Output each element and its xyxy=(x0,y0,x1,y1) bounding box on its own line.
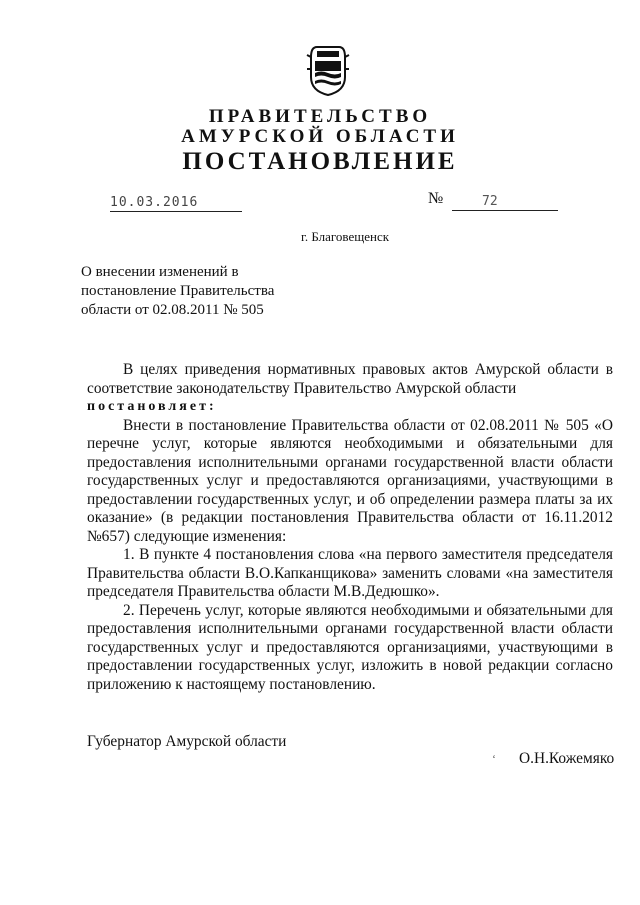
subject-line: постановление Правительства xyxy=(81,283,275,299)
preamble-paragraph: В целях приведения нормативных правовых актов Амурской области в соответствие законодательству Правительство Амурской области xyxy=(87,361,613,397)
signature-mark: ʻ xyxy=(492,752,496,766)
main-paragraph: Внести в постановление Правительства области от 02.08.2011 № 505 «О перечне услуг, которые являются необходимыми и обязательными для предоставления исполнительными органами государственной власти области государственных услуг и предоставляются организациями, участвующими в предоставлении государственных услуг, и об определении размера платы за их оказание» (в редакции постановления Правительства области от 16.11.2012 №657) следующие изменения: xyxy=(87,416,613,545)
item-1-paragraph: 1. В пункте 4 постановления слова «на первого заместителя председателя Правительства области В.О.Капканщикова» заменить словами «на заместителя председателя Правительства области М.В.Дедюшко». xyxy=(87,546,613,600)
resolves-word xyxy=(87,398,613,417)
org-name-line1: ПРАВИТЕЛЬСТВО xyxy=(208,106,432,127)
document-type: ПОСТАНОВЛЕНИЕ xyxy=(182,148,458,175)
document-number: 72 xyxy=(452,194,558,211)
document-date: 10.03.2016 xyxy=(110,195,242,212)
coat-of-arms-emblem xyxy=(305,43,351,97)
item-2-paragraph: 2. Перечень услуг, которые являются необходимыми и обязательными для предоставления исполнительными органами государственной власти области государственных услуг и предоставляются организациями, участвующими в предоставлении государственных услуг, изложить в новой редакции согласно приложению к настоящему постановлению. xyxy=(87,601,613,693)
org-name-line2: АМУРСКОЙ ОБЛАСТИ xyxy=(181,126,459,147)
subject-line: О внесении изменений в xyxy=(81,264,239,280)
number-label: № xyxy=(428,190,444,207)
city: г. Благовещенск xyxy=(300,229,390,244)
signatory-name: О.Н.Кожемяко xyxy=(519,750,615,767)
document-subject xyxy=(81,263,311,320)
signatory-title: Губернатор Амурской области xyxy=(87,733,287,750)
subject-line: области от 02.08.2011 № 505 xyxy=(81,302,264,318)
resolves-text: постановляет: xyxy=(87,399,217,414)
document-body xyxy=(87,361,613,694)
